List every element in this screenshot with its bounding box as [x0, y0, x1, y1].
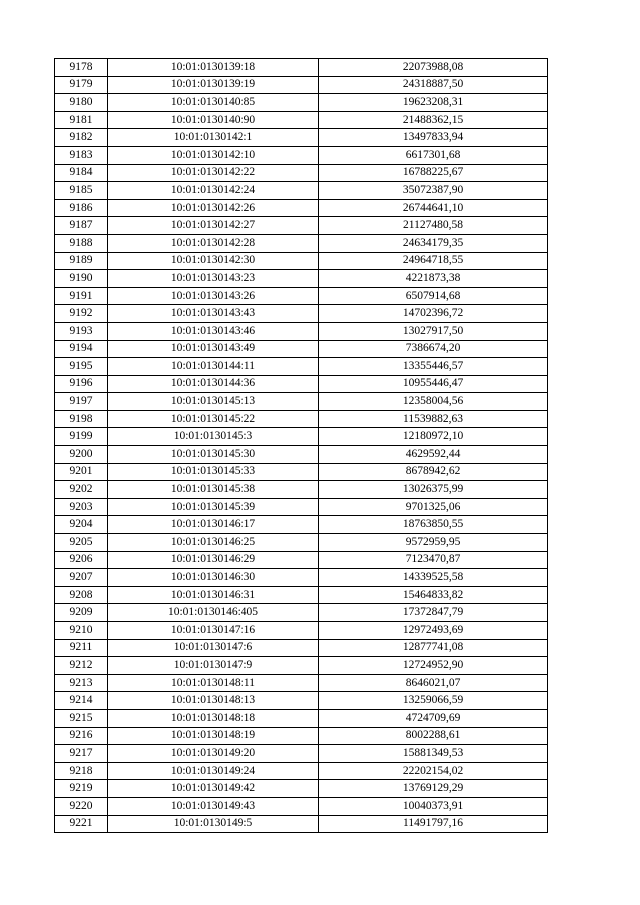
cadastral-number-cell: 10:01:0130149:24: [108, 762, 319, 780]
table-row: [55, 164, 548, 182]
cadastral-number-cell: 10:01:0130144:11: [108, 358, 319, 376]
table-row: [55, 797, 548, 815]
row-number-cell: 9214: [55, 692, 108, 710]
cadastral-number-cell: 10:01:0130142:1: [108, 129, 319, 147]
table-row: [55, 551, 548, 569]
cadastral-value-cell: 8678942,62: [319, 463, 548, 481]
cadastral-number-cell: 10:01:0130139:19: [108, 76, 319, 94]
cadastral-number-cell: 10:01:0130140:85: [108, 94, 319, 112]
table-row: [55, 692, 548, 710]
cadastral-number-cell: 10:01:0130146:29: [108, 551, 319, 569]
row-number-cell: 9220: [55, 797, 108, 815]
cadastral-value-cell: 13026375,99: [319, 481, 548, 499]
table-row: [55, 182, 548, 200]
row-number-cell: 9195: [55, 358, 108, 376]
row-number-cell: 9184: [55, 164, 108, 182]
cadastral-number-cell: 10:01:0130142:27: [108, 217, 319, 235]
row-number-cell: 9204: [55, 516, 108, 534]
cadastral-value-cell: 18763850,55: [319, 516, 548, 534]
table-row: [55, 375, 548, 393]
row-number-cell: 9196: [55, 375, 108, 393]
cadastral-number-cell: 10:01:0130149:5: [108, 815, 319, 833]
row-number-cell: 9203: [55, 498, 108, 516]
cadastral-value-cell: 11491797,16: [319, 815, 548, 833]
table-row: [55, 340, 548, 358]
row-number-cell: 9206: [55, 551, 108, 569]
row-number-cell: 9194: [55, 340, 108, 358]
cadastral-value-cell: 10955446,47: [319, 375, 548, 393]
table-row: [55, 446, 548, 464]
row-number-cell: 9192: [55, 305, 108, 323]
cadastral-number-cell: 10:01:0130145:22: [108, 410, 319, 428]
cadastral-value-cell: 26744641,10: [319, 199, 548, 217]
cadastral-number-cell: 10:01:0130143:23: [108, 270, 319, 288]
row-number-cell: 9197: [55, 393, 108, 411]
table-row: [55, 234, 548, 252]
table-row: [55, 393, 548, 411]
cadastral-value-cell: 9572959,95: [319, 534, 548, 552]
table-row: [55, 428, 548, 446]
cadastral-number-cell: 10:01:0130147:16: [108, 622, 319, 640]
cadastral-value-cell: 12180972,10: [319, 428, 548, 446]
cadastral-value-cell: 13355446,57: [319, 358, 548, 376]
cadastral-value-cell: 15881349,53: [319, 745, 548, 763]
cadastral-number-cell: 10:01:0130149:42: [108, 780, 319, 798]
table-row: [55, 745, 548, 763]
cadastral-value-cell: 8646021,07: [319, 674, 548, 692]
cadastral-value-cell: 16788225,67: [319, 164, 548, 182]
row-number-cell: 9187: [55, 217, 108, 235]
cadastral-number-cell: 10:01:0130145:39: [108, 498, 319, 516]
cadastral-number-cell: 10:01:0130148:19: [108, 727, 319, 745]
cadastral-value-cell: 12724952,90: [319, 657, 548, 675]
cadastral-value-cell: 8002288,61: [319, 727, 548, 745]
table-row: [55, 762, 548, 780]
cadastral-number-cell: 10:01:0130148:11: [108, 674, 319, 692]
table-row: [55, 586, 548, 604]
row-number-cell: 9193: [55, 322, 108, 340]
cadastral-number-cell: 10:01:0130145:13: [108, 393, 319, 411]
cadastral-value-cell: 4221873,38: [319, 270, 548, 288]
cadastral-value-cell: 13259066,59: [319, 692, 548, 710]
row-number-cell: 9215: [55, 709, 108, 727]
cadastral-value-cell: 13769129,29: [319, 780, 548, 798]
table-row: [55, 516, 548, 534]
table-row: [55, 287, 548, 305]
cadastral-value-table: [54, 58, 548, 833]
row-number-cell: 9185: [55, 182, 108, 200]
cadastral-value-cell: 24964718,55: [319, 252, 548, 270]
table-row: [55, 727, 548, 745]
cadastral-number-cell: 10:01:0130148:13: [108, 692, 319, 710]
row-number-cell: 9181: [55, 111, 108, 129]
row-number-cell: 9213: [55, 674, 108, 692]
cadastral-number-cell: 10:01:0130140:90: [108, 111, 319, 129]
cadastral-value-cell: 7386674,20: [319, 340, 548, 358]
table-row: [55, 639, 548, 657]
row-number-cell: 9219: [55, 780, 108, 798]
row-number-cell: 9209: [55, 604, 108, 622]
cadastral-value-cell: 4724709,69: [319, 709, 548, 727]
cadastral-number-cell: 10:01:0130146:30: [108, 569, 319, 587]
row-number-cell: 9183: [55, 146, 108, 164]
cadastral-value-cell: 22202154,02: [319, 762, 548, 780]
cadastral-number-cell: 10:01:0130148:18: [108, 709, 319, 727]
table-row: [55, 815, 548, 833]
cadastral-value-cell: 22073988,08: [319, 59, 548, 77]
cadastral-value-cell: 11539882,63: [319, 410, 548, 428]
table-row: [55, 322, 548, 340]
row-number-cell: 9191: [55, 287, 108, 305]
cadastral-number-cell: 10:01:0130147:6: [108, 639, 319, 657]
cadastral-number-cell: 10:01:0130146:25: [108, 534, 319, 552]
row-number-cell: 9210: [55, 622, 108, 640]
cadastral-value-cell: 35072387,90: [319, 182, 548, 200]
table-row: [55, 569, 548, 587]
cadastral-value-cell: 13027917,50: [319, 322, 548, 340]
cadastral-value-cell: 19623208,31: [319, 94, 548, 112]
cadastral-number-cell: 10:01:0130142:30: [108, 252, 319, 270]
cadastral-number-cell: 10:01:0130146:17: [108, 516, 319, 534]
cadastral-value-cell: 4629592,44: [319, 446, 548, 464]
cadastral-value-cell: 21488362,15: [319, 111, 548, 129]
cadastral-value-cell: 10040373,91: [319, 797, 548, 815]
cadastral-value-cell: 9701325,06: [319, 498, 548, 516]
cadastral-value-cell: 24634179,35: [319, 234, 548, 252]
row-number-cell: 9186: [55, 199, 108, 217]
table-row: [55, 674, 548, 692]
table-row: [55, 358, 548, 376]
row-number-cell: 9198: [55, 410, 108, 428]
table-row: [55, 94, 548, 112]
row-number-cell: 9201: [55, 463, 108, 481]
table-row: [55, 410, 548, 428]
row-number-cell: 9199: [55, 428, 108, 446]
cadastral-number-cell: 10:01:0130146:405: [108, 604, 319, 622]
cadastral-number-cell: 10:01:0130145:33: [108, 463, 319, 481]
table-row: [55, 146, 548, 164]
cadastral-number-cell: 10:01:0130139:18: [108, 59, 319, 77]
table-row: [55, 111, 548, 129]
table-row: [55, 481, 548, 499]
cadastral-value-cell: 12877741,08: [319, 639, 548, 657]
row-number-cell: 9189: [55, 252, 108, 270]
cadastral-value-cell: 17372847,79: [319, 604, 548, 622]
table-row: [55, 199, 548, 217]
table-body: [55, 59, 548, 833]
row-number-cell: 9207: [55, 569, 108, 587]
row-number-cell: 9211: [55, 639, 108, 657]
row-number-cell: 9205: [55, 534, 108, 552]
table-row: [55, 534, 548, 552]
row-number-cell: 9208: [55, 586, 108, 604]
cadastral-value-cell: 6507914,68: [319, 287, 548, 305]
row-number-cell: 9218: [55, 762, 108, 780]
table-row: [55, 657, 548, 675]
cadastral-number-cell: 10:01:0130146:31: [108, 586, 319, 604]
row-number-cell: 9202: [55, 481, 108, 499]
cadastral-number-cell: 10:01:0130143:26: [108, 287, 319, 305]
table-row: [55, 463, 548, 481]
row-number-cell: 9200: [55, 446, 108, 464]
cadastral-number-cell: 10:01:0130149:20: [108, 745, 319, 763]
row-number-cell: 9188: [55, 234, 108, 252]
table-row: [55, 709, 548, 727]
cadastral-value-cell: 12972493,69: [319, 622, 548, 640]
cadastral-value-cell: 15464833,82: [319, 586, 548, 604]
cadastral-number-cell: 10:01:0130144:36: [108, 375, 319, 393]
cadastral-value-cell: 12358004,56: [319, 393, 548, 411]
table-row: [55, 76, 548, 94]
cadastral-number-cell: 10:01:0130142:22: [108, 164, 319, 182]
cadastral-number-cell: 10:01:0130145:30: [108, 446, 319, 464]
table-row: [55, 59, 548, 77]
table-row: [55, 217, 548, 235]
cadastral-number-cell: 10:01:0130142:10: [108, 146, 319, 164]
table-row: [55, 498, 548, 516]
cadastral-number-cell: 10:01:0130142:28: [108, 234, 319, 252]
cadastral-number-cell: 10:01:0130143:46: [108, 322, 319, 340]
cadastral-value-cell: 7123470,87: [319, 551, 548, 569]
cadastral-value-cell: 14339525,58: [319, 569, 548, 587]
table-row: [55, 604, 548, 622]
row-number-cell: 9182: [55, 129, 108, 147]
row-number-cell: 9179: [55, 76, 108, 94]
cadastral-number-cell: 10:01:0130145:3: [108, 428, 319, 446]
table-row: [55, 129, 548, 147]
row-number-cell: 9216: [55, 727, 108, 745]
table-row: [55, 780, 548, 798]
cadastral-value-cell: 24318887,50: [319, 76, 548, 94]
table-row: [55, 305, 548, 323]
cadastral-value-cell: 13497833,94: [319, 129, 548, 147]
row-number-cell: 9221: [55, 815, 108, 833]
cadastral-number-cell: 10:01:0130143:43: [108, 305, 319, 323]
row-number-cell: 9178: [55, 59, 108, 77]
cadastral-value-cell: 14702396,72: [319, 305, 548, 323]
row-number-cell: 9212: [55, 657, 108, 675]
cadastral-number-cell: 10:01:0130149:43: [108, 797, 319, 815]
cadastral-value-cell: 21127480,58: [319, 217, 548, 235]
row-number-cell: 9217: [55, 745, 108, 763]
cadastral-number-cell: 10:01:0130142:26: [108, 199, 319, 217]
cadastral-number-cell: 10:01:0130142:24: [108, 182, 319, 200]
table-row: [55, 622, 548, 640]
table-row: [55, 270, 548, 288]
cadastral-number-cell: 10:01:0130145:38: [108, 481, 319, 499]
cadastral-number-cell: 10:01:0130147:9: [108, 657, 319, 675]
table-row: [55, 252, 548, 270]
row-number-cell: 9190: [55, 270, 108, 288]
row-number-cell: 9180: [55, 94, 108, 112]
cadastral-number-cell: 10:01:0130143:49: [108, 340, 319, 358]
cadastral-value-cell: 6617301,68: [319, 146, 548, 164]
